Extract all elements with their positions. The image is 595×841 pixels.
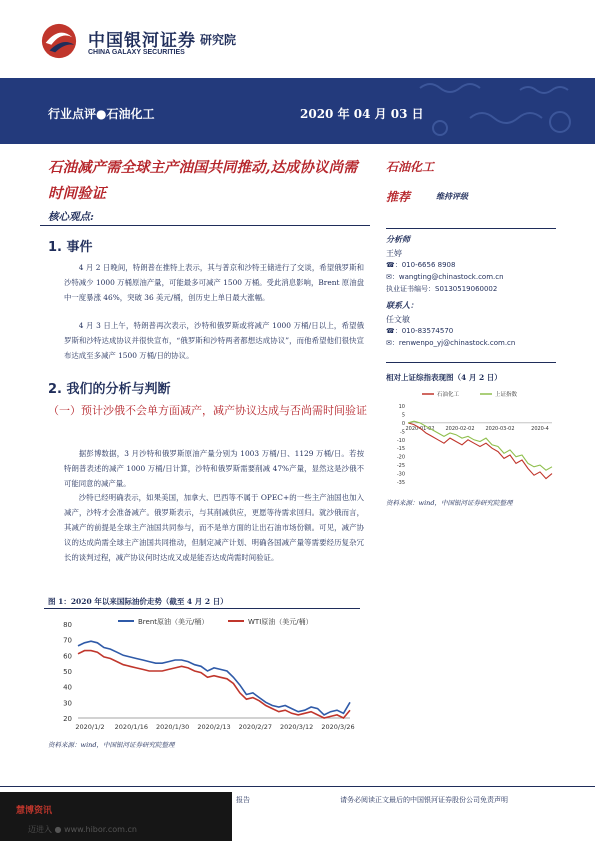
- y-tick-label: 20: [63, 715, 72, 723]
- series-line: [78, 641, 350, 715]
- contact-email[interactable]: ✉：renwenpo_yj@chinastock.com.cn: [386, 339, 516, 347]
- paragraph-analysis-1: 据彭博数据，3 月沙特和俄罗斯原油产量分别为 1003 万桶/日、1129 万桶/日。若按特朗普表述的减产 1000 万桶/日计算，沙特和俄罗斯需要削减 47%产量，显然这是沙俄不可能同意的减产量。: [64, 449, 364, 488]
- report-category: 行业点评●石油化工: [48, 107, 155, 121]
- x-tick-label: 2020/2/27: [238, 723, 273, 731]
- company-logo: [40, 22, 300, 66]
- footer-divider: [0, 786, 595, 787]
- figure-source: 资料来源：wind，中国银河证券研究院整理: [48, 741, 175, 749]
- y-tick-label: 5: [401, 412, 405, 419]
- y-tick-label: -20: [396, 454, 405, 461]
- x-tick-label: 2020-02-02: [445, 425, 475, 432]
- x-tick-label: 2020/1/30: [155, 723, 190, 731]
- divider: [40, 225, 370, 226]
- core-viewpoint-label: 核心观点:: [48, 211, 94, 223]
- analyst-label: 分析师: [386, 234, 410, 244]
- x-tick-label: 2020/3/12: [279, 723, 314, 731]
- analyst-email[interactable]: ✉：wangting@chinastock.com.cn: [386, 273, 504, 281]
- x-tick-label: 2020/1/16: [114, 723, 149, 731]
- legend-label: WTI原油（美元/桶）: [248, 618, 313, 626]
- relative-performance-chart: [386, 388, 556, 488]
- y-tick-label: 50: [63, 668, 72, 676]
- analyst-certificate: 执业证书编号：S0130519060002: [386, 285, 498, 293]
- subsection-heading: （一）预计沙俄不会单方面减产，减产协议达成与否尚需时间验证: [48, 404, 367, 417]
- galaxy-logo-icon: [40, 22, 78, 60]
- watermark-url[interactable]: 迈进入 ● www.hibor.com.cn: [28, 825, 137, 834]
- figure-title: 图 1：2020 年以来国际油价走势（截至 4 月 2 日）: [48, 597, 228, 606]
- section-heading-analysis: 2. 我们的分析与判断: [48, 382, 171, 397]
- sidebar-rating: 推荐: [386, 190, 411, 204]
- logo-chinese-name: 中国银河证券: [88, 31, 196, 51]
- report-title: 石油减产需全球主产油国共同推动,达成协议尚需时间验证: [48, 159, 358, 202]
- y-tick-label: 60: [63, 652, 72, 661]
- y-tick-label: 30: [63, 699, 72, 708]
- y-tick-label: -35: [396, 480, 405, 486]
- watermark-brand: 慧博资讯: [16, 806, 53, 816]
- analyst-phone: ☎：010-6656 8908: [386, 261, 456, 269]
- x-tick-label: 2020-01-02: [405, 425, 435, 432]
- sidebar-rating-note: 维持评级: [436, 191, 468, 201]
- section-heading-event: 1. 事件: [48, 240, 93, 255]
- y-tick-label: -5: [400, 429, 405, 436]
- y-tick-label: -30: [396, 471, 405, 478]
- y-tick-label: 0: [401, 420, 405, 427]
- paragraph-analysis-2: 沙特已经明确表示，如果美国，加拿大、巴西等不属于 OPEC+的一些主产油国也加入减产，沙特才会准备减产。俄罗斯表示，与其削减供应，更愿等待需求回归。就沙俄而言，其减产的前提是全球主产油国共同参与，而不是单方面的让出石油市场份额。可见，减产协议的达成尚需全球主产油国共同推动，但制定减产计划、明确各国减产量等需要经历复杂冗长的谈判过程，减产协议何时达成又或是能否达成尚需时间验证。: [64, 493, 364, 562]
- y-tick-label: 70: [63, 636, 72, 645]
- contact-name: 任文敏: [386, 315, 410, 324]
- contact-phone: ☎：010-83574570: [386, 327, 454, 335]
- paragraph-event-1: 4 月 2 日晚间，特朗普在推特上表示，其与普京和沙特王储进行了交谈，希望俄罗斯和沙特减少 1000 万桶原油产量，可能最多可减产 1500 万桶。受此消息影响，Brent 原油盘中一度暴涨 46%，突破 36 美元/桶，创历史上单日最大涨幅。: [64, 263, 364, 302]
- footer-report-label: 报告: [236, 796, 250, 804]
- x-tick-label: 2020-4: [531, 425, 549, 432]
- y-tick-label: -10: [396, 437, 405, 444]
- institute-label: 研究院: [200, 33, 237, 47]
- y-tick-label: 40: [63, 683, 72, 692]
- paragraph-event-2: 4 月 3 日上午，特朗普再次表示，沙特和俄罗斯或将减产 1000 万桶/日以上，希望俄罗斯和沙特达成协议并很快宣布，“俄罗斯和沙特两者都想达成协议”，而他希望他们很快宣布达成至多减产 1500 万桶/日的协议。: [64, 321, 364, 360]
- mini-chart-title: 相对上证综指表现图（4 月 2 日）: [386, 373, 502, 382]
- x-tick-label: 2020-03-02: [485, 425, 515, 432]
- contact-label: 联系人：: [386, 300, 418, 310]
- report-date: 2020 年 04 月 03 日: [300, 107, 424, 121]
- footer-disclaimer: 请务必阅读正文最后的中国银河证券股份公司免责声明: [340, 796, 508, 804]
- x-tick-label: 2020/1/2: [75, 723, 105, 731]
- logo-english-name: CHINA GALAXY SECURITIES: [88, 49, 185, 56]
- y-tick-label: -25: [396, 463, 405, 470]
- oil-price-chart: [44, 610, 360, 736]
- header-banner: [0, 78, 595, 144]
- y-tick-label: 80: [63, 621, 72, 629]
- y-tick-label: -15: [396, 446, 405, 453]
- sidebar-divider: [386, 362, 556, 363]
- x-tick-label: 2020/2/13: [197, 723, 231, 731]
- sidebar-divider: [386, 228, 556, 229]
- legend-label: 上证指数: [495, 392, 518, 398]
- y-tick-label: 10: [398, 404, 405, 410]
- x-tick-label: 2020/3/26: [321, 723, 355, 731]
- legend-label: 石油化工: [437, 392, 460, 398]
- mini-chart-source: 资料来源：wind，中国银河证券研究院整理: [386, 499, 513, 507]
- legend-label: Brent原油（美元/桶）: [138, 618, 209, 626]
- sidebar-sector: 石油化工: [386, 160, 435, 174]
- analyst-name: 王婷: [386, 249, 402, 258]
